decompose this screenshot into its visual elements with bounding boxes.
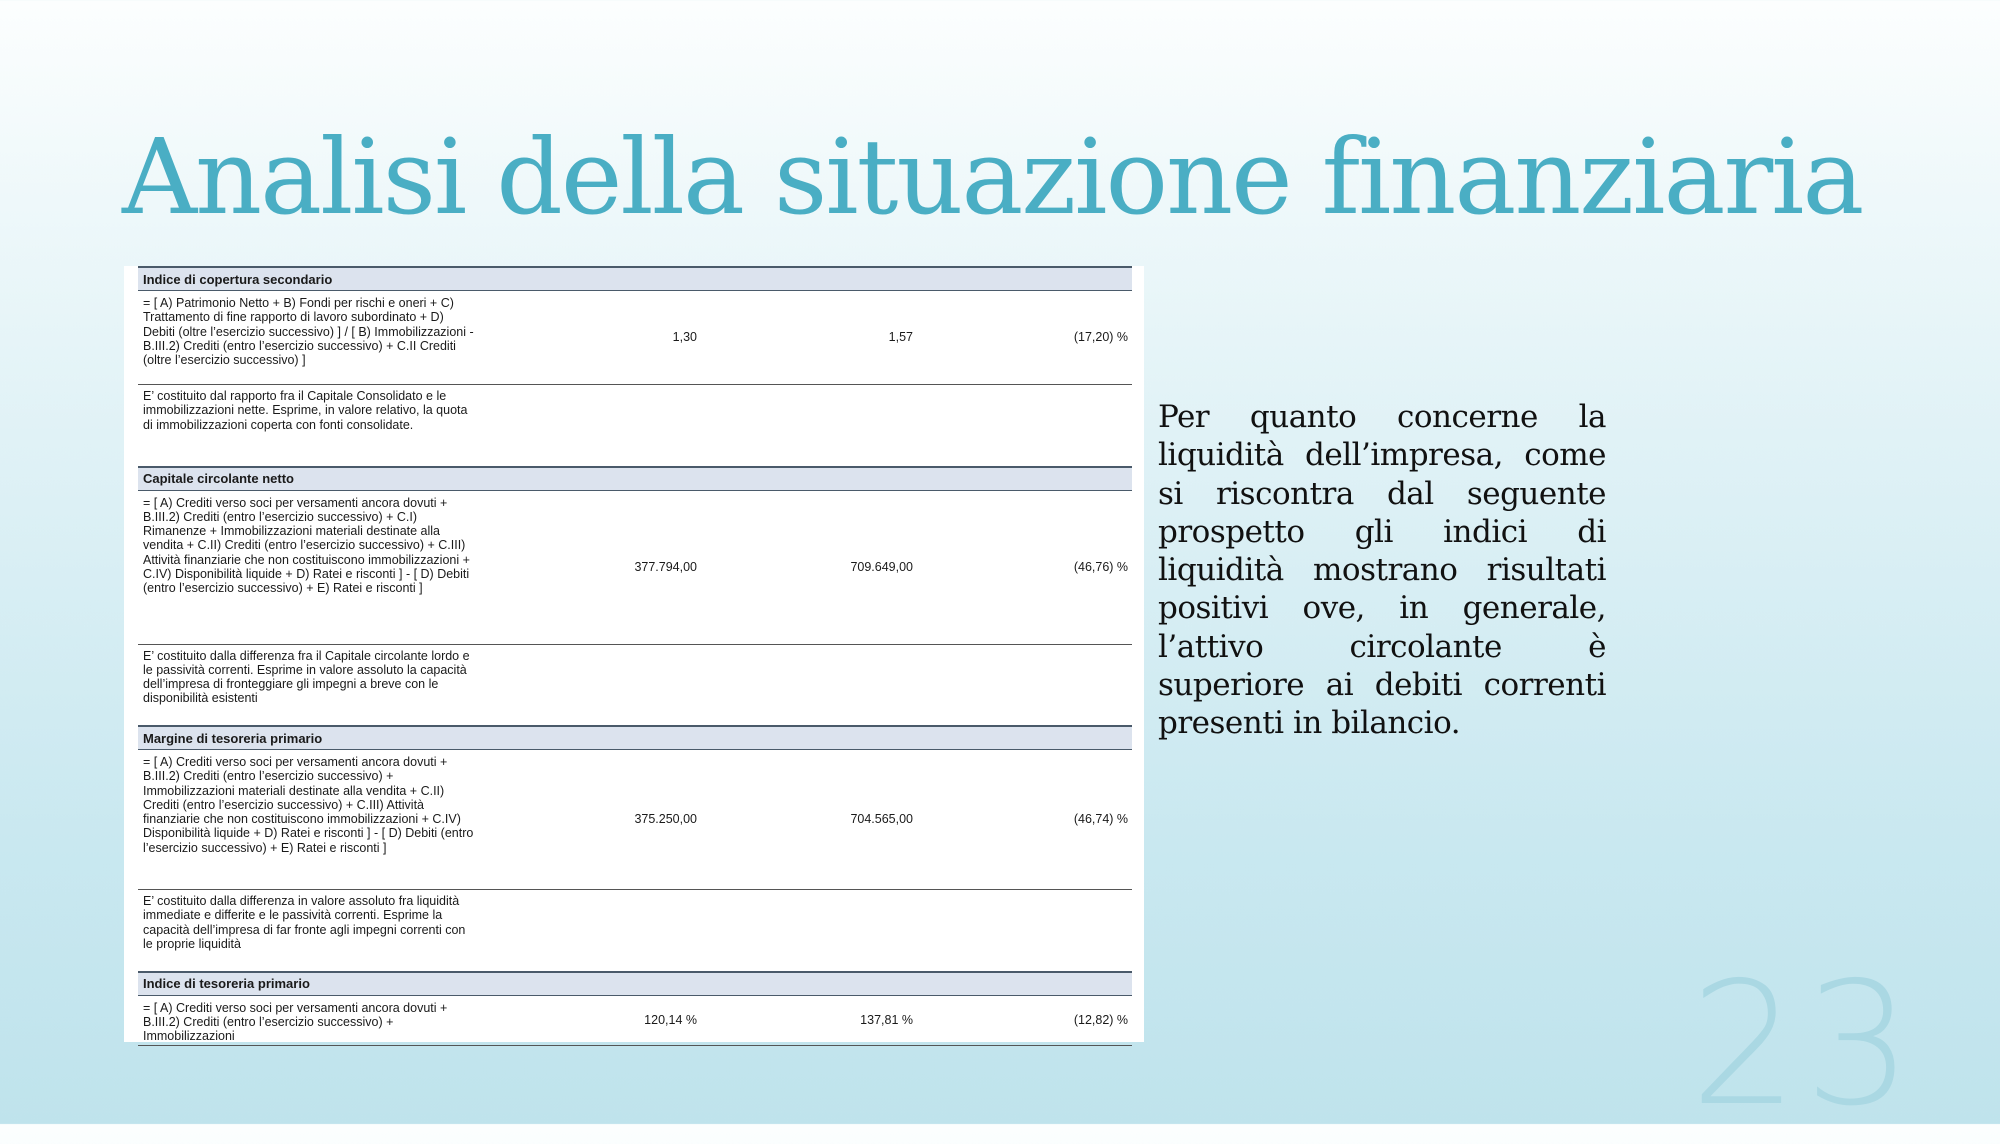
table-row bbox=[138, 291, 1132, 385]
formula-cell: = [ A) Crediti verso soci per versamenti ancora dovuti + B.III.2) Crediti (entro l’esercizio successivo) + Immobilizzazioni materiali destinate alla vendita + C.II) Crediti (entro l’esercizio successivo) + C.III) Attività finanziarie che non costituiscono immobilizzazioni + C.IV) Disponibilità liquide + D) Ratei e risconti ] - [ D) Debiti (entro l’esercizio successivo) + E) Ratei e risconti ] bbox=[138, 750, 478, 890]
value-cell: 377.794,00 bbox=[478, 490, 701, 644]
value-cell: 704.565,00 bbox=[701, 750, 917, 890]
explanation-row bbox=[138, 890, 1132, 972]
change-cell: (12,82) % bbox=[917, 995, 1132, 1046]
financial-ratios-table bbox=[138, 266, 1132, 1046]
value-cell: 1,57 bbox=[701, 291, 917, 385]
section-header: Indice di copertura secondario bbox=[138, 267, 1132, 291]
commentary-text: Per quanto concerne la liquidità dell’impresa, come si riscontra dal seguente prospetto gli indici di liquidità mostrano risultati positivi ove, in generale, l’attivo circolante è superiore ai debiti correnti presenti in bilancio. bbox=[1158, 399, 1606, 742]
section-header-row bbox=[138, 467, 1132, 491]
value-cell: 709.649,00 bbox=[701, 490, 917, 644]
explanation-cell: E’ costituito dalla differenza fra il Capitale circolante lordo e le passività correnti. Esprime in valore assoluto la capacità dell’impresa di fronteggiare gli impegni a breve con le disponibilità esistenti bbox=[143, 648, 470, 706]
financial-table-image bbox=[124, 266, 1144, 1042]
section-header: Indice di tesoreria primario bbox=[138, 972, 1132, 996]
section-header-row bbox=[138, 726, 1132, 750]
change-cell: (17,20) % bbox=[917, 291, 1132, 385]
section-header-row bbox=[138, 267, 1132, 291]
table-row bbox=[138, 750, 1132, 890]
explanation-row bbox=[138, 644, 1132, 726]
value-cell: 137,81 % bbox=[701, 995, 917, 1046]
value-cell: 375.250,00 bbox=[478, 750, 701, 890]
slide-title: Analisi della situazione finanziaria bbox=[122, 116, 1863, 238]
section-header: Capitale circolante netto bbox=[138, 467, 1132, 491]
value-cell: 1,30 bbox=[478, 291, 701, 385]
page-number: 23 bbox=[1690, 946, 1919, 1144]
explanation-row bbox=[138, 385, 1132, 467]
change-cell: (46,74) % bbox=[917, 750, 1132, 890]
change-cell: (46,76) % bbox=[917, 490, 1132, 644]
formula-cell: = [ A) Patrimonio Netto + B) Fondi per rischi e oneri + C) Trattamento di fine rapporto di lavoro subordinato + D) Debiti (oltre l’esercizio successivo) ] / [ B) Immobilizzazioni - B.III.2) Crediti (entro l’esercizio successivo) + C.II Crediti (oltre l’esercizio successivo) ] bbox=[138, 291, 478, 385]
value-cell: 120,14 % bbox=[478, 995, 701, 1046]
explanation-cell: E’ costituito dalla differenza in valore assoluto fra liquidità immediate e differite e le passività correnti. Esprime la capacità dell’impresa di far fronte agli impegni correnti con le proprie liquidità bbox=[143, 894, 466, 951]
explanation-cell: E’ costituito dal rapporto fra il Capitale Consolidato e le immobilizzazioni nette. Esprime, in valore relativo, la quota di immobilizzazioni coperta con fonti consolidate. bbox=[143, 389, 468, 432]
table-row bbox=[138, 995, 1132, 1046]
section-header-row bbox=[138, 972, 1132, 996]
formula-cell: = [ A) Crediti verso soci per versamenti ancora dovuti + B.III.2) Crediti (entro l’esercizio successivo) + Immobilizzazioni bbox=[138, 995, 478, 1046]
table-row bbox=[138, 490, 1132, 644]
formula-cell: = [ A) Crediti verso soci per versamenti ancora dovuti + B.III.2) Crediti (entro l’esercizio successivo) + C.I) Rimanenze + Immobilizzazioni materiali destinate alla vendita + C.II) Crediti (entro l’esercizio successivo) + C.III) Attività finanziarie che non costituiscono immobilizzazioni + C.IV) Disponibilità liquide + D) Ratei e risconti ] - [ D) Debiti (entro l’esercizio successivo) + E) Ratei e risconti ] bbox=[138, 490, 478, 644]
section-header: Margine di tesoreria primario bbox=[138, 726, 1132, 750]
